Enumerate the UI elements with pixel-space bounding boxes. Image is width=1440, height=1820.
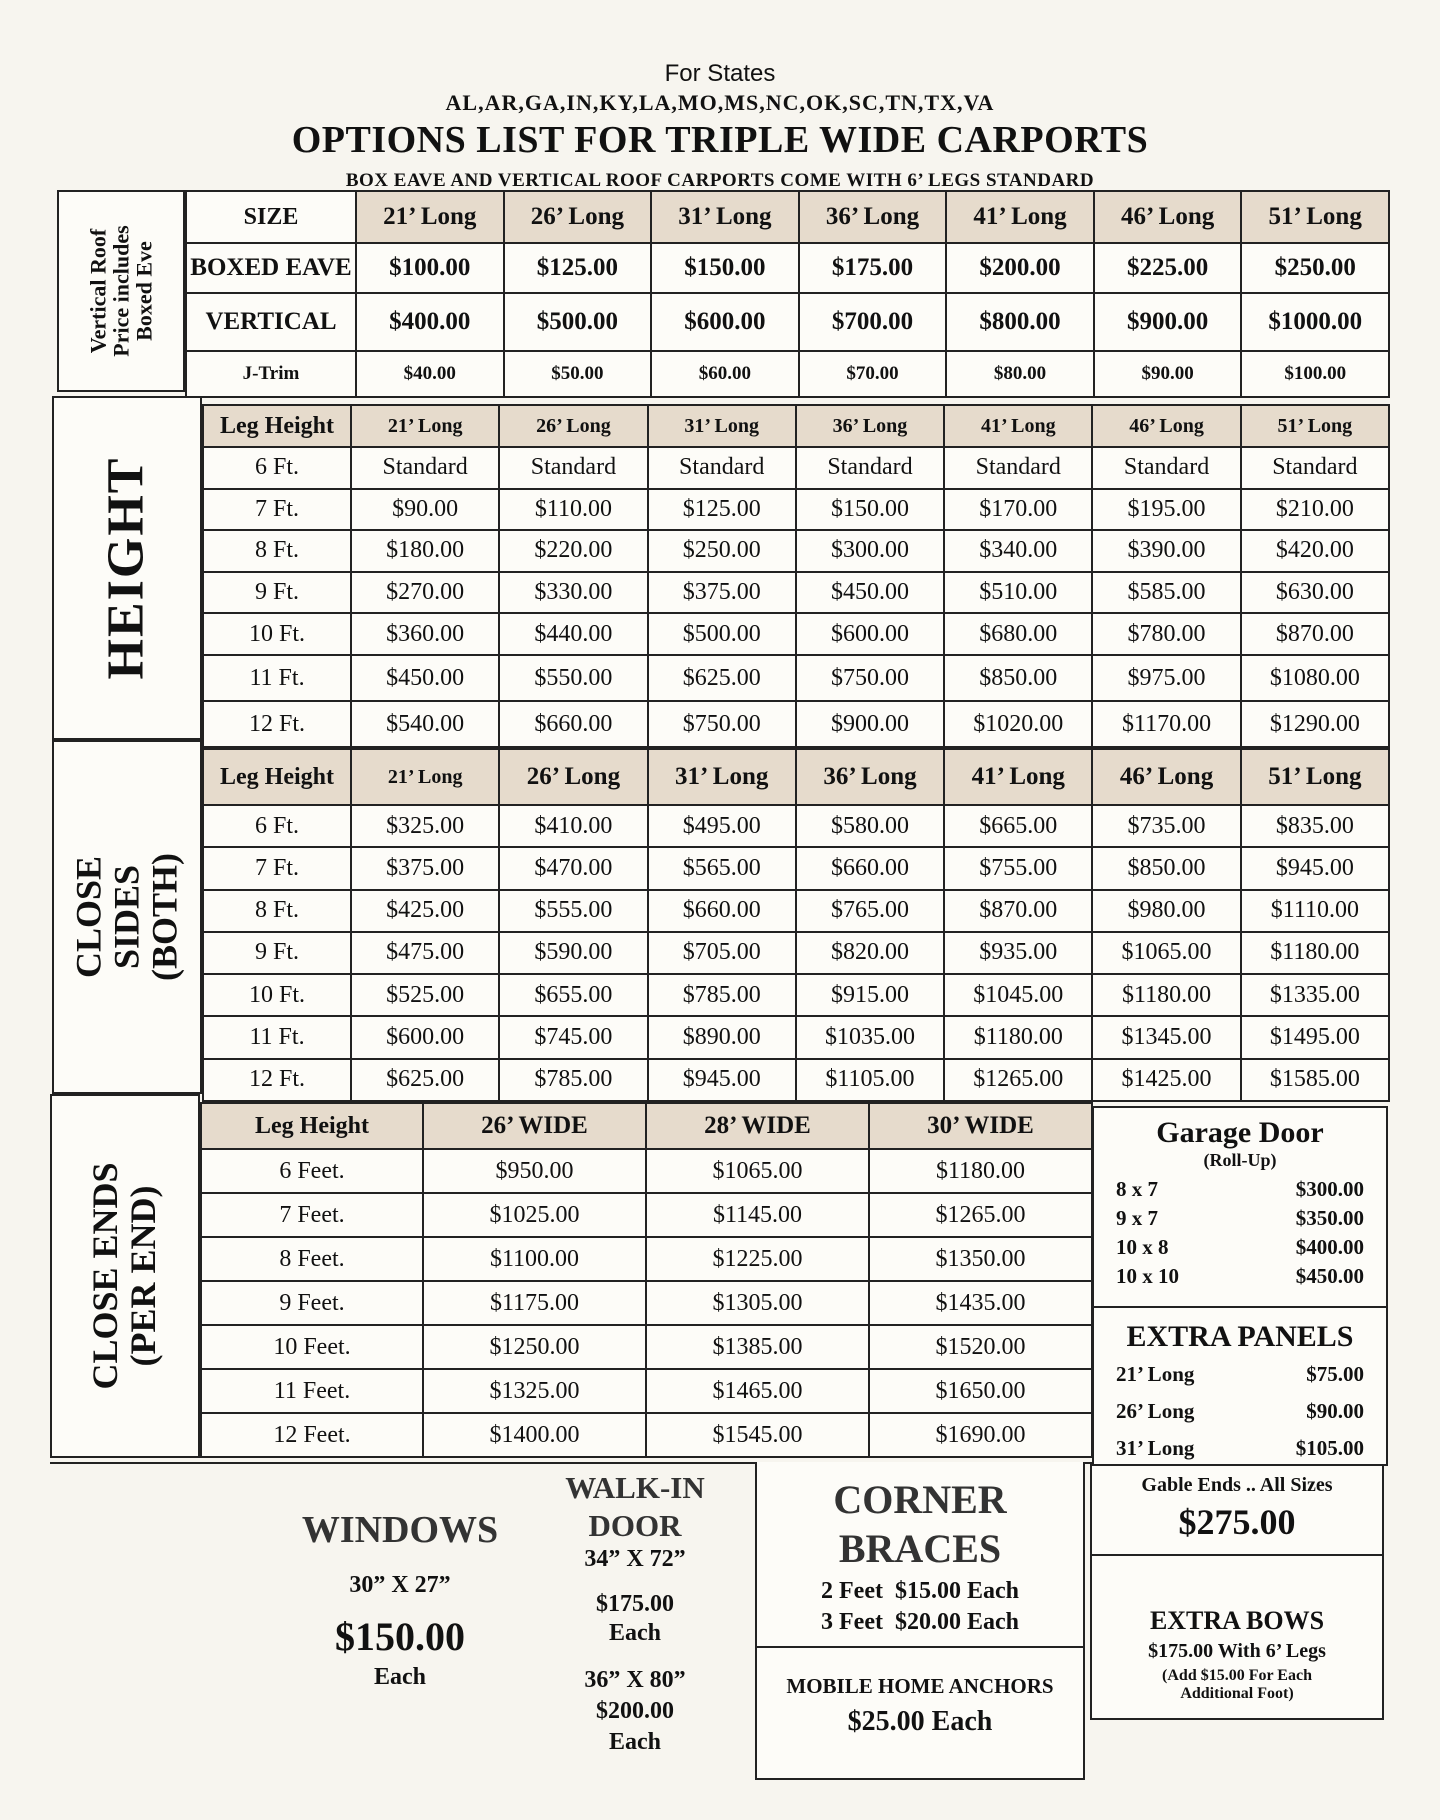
mobile-home-anchors-price: $25.00 Each bbox=[847, 1706, 993, 1737]
windows-title: WINDOWS bbox=[301, 1509, 499, 1551]
walk-in-door-block: WALK-IN DOOR 34” X 72” $175.00 Each 36” X 80” $200.00 Each bbox=[565, 1470, 705, 1755]
garage-door-title: Garage Door bbox=[1156, 1116, 1324, 1149]
garage-door-subtitle: (Roll-Up) bbox=[1203, 1150, 1277, 1170]
mobile-home-anchors-title: MOBILE HOME ANCHORS bbox=[786, 1674, 1054, 1698]
gable-ends-price: $275.00 bbox=[1178, 1502, 1296, 1542]
roof-col-51: 51’ Long bbox=[1241, 191, 1389, 243]
roof-col-46: 46’ Long bbox=[1094, 191, 1242, 243]
page-subtitle: BOX EAVE AND VERTICAL ROOF CARPORTS COME WITH 6’ LEGS STANDARD bbox=[345, 170, 1095, 191]
windows-size: 30” X 27” bbox=[349, 1572, 451, 1598]
list-item: 21’ Long $75.00 bbox=[1116, 1362, 1364, 1386]
table-row: VERTICAL $400.00 $500.00 $600.00 $700.00 $800.00 $900.00 $1000.00 bbox=[186, 293, 1389, 351]
roof-col-31: 31’ Long bbox=[651, 191, 799, 243]
table-row: 12 Feet. $1400.00 $1545.00 $1690.00 bbox=[201, 1413, 1092, 1457]
list-item: 26’ Long $90.00 bbox=[1116, 1399, 1364, 1423]
divider bbox=[757, 1646, 1083, 1648]
extra-panels-box bbox=[1092, 1306, 1388, 1466]
list-item: 9 x 7 $350.00 bbox=[1116, 1206, 1364, 1230]
extra-panels-title: EXTRA PANELS bbox=[1126, 1320, 1354, 1353]
table-row: 11 Ft. $450.00 $550.00 $625.00 $750.00 $850.00 $975.00 $1080.00 bbox=[203, 655, 1389, 701]
table-row: 9 Feet. $1175.00 $1305.00 $1435.00 bbox=[201, 1281, 1092, 1325]
page-title: OPTIONS LIST FOR TRIPLE WIDE CARPORTS bbox=[291, 119, 1149, 161]
list-item: 2 Feet $15.00 Each bbox=[821, 1578, 1019, 1604]
table-row: 7 Ft. $90.00 $110.00 $125.00 $150.00 $170.00 $195.00 $210.00 bbox=[203, 489, 1389, 531]
table-row: 12 Ft. $625.00 $785.00 $945.00 $1105.00 $1265.00 $1425.00 $1585.00 bbox=[203, 1059, 1389, 1101]
roof-side-label: Vertical Roof Price includes Boxed Eve bbox=[85, 225, 157, 357]
states-list: AL,AR,GA,IN,KY,LA,MO,MS,NC,OK,SC,TN,TX,VA bbox=[445, 90, 995, 115]
table-row: 7 Feet. $1025.00 $1145.00 $1265.00 bbox=[201, 1193, 1092, 1237]
table-row: 6 Ft. $325.00 $410.00 $495.00 $580.00 $665.00 $735.00 $835.00 bbox=[203, 805, 1389, 847]
windows-block bbox=[260, 1508, 540, 1691]
extra-bows-note-2: Additional Foot) bbox=[1180, 1685, 1294, 1702]
leg-height-header: Leg Height bbox=[201, 1103, 423, 1149]
roof-col-21: 21’ Long bbox=[356, 191, 504, 243]
leg-height-header: Leg Height bbox=[203, 749, 351, 805]
table-row: 8 Ft. $425.00 $555.00 $660.00 $765.00 $870.00 $980.00 $1110.00 bbox=[203, 890, 1389, 932]
windows-price: $150.00 bbox=[335, 1614, 465, 1659]
extra-bows-note: (Add $15.00 For Each bbox=[1162, 1667, 1312, 1684]
table-row: 10 Ft. $360.00 $440.00 $500.00 $600.00 $680.00 $780.00 $870.00 bbox=[203, 613, 1389, 655]
extra-bows-box bbox=[1090, 1556, 1384, 1720]
roof-col-26: 26’ Long bbox=[504, 191, 652, 243]
table-row: 11 Feet. $1325.00 $1465.00 $1650.00 bbox=[201, 1369, 1092, 1413]
header-prefix: For States bbox=[664, 60, 776, 87]
table-row: J-Trim $40.00 $50.00 $60.00 $70.00 $80.00 $90.00 $100.00 bbox=[186, 351, 1389, 397]
gable-ends-label: Gable Ends .. All Sizes bbox=[1141, 1474, 1333, 1496]
height-side-panel bbox=[52, 396, 202, 740]
extra-bows-price: $175.00 With 6’ Legs bbox=[1148, 1640, 1326, 1662]
height-table: Leg Height 21’ Long 26’ Long 31’ Long 36’ Long 41’ Long 46’ Long 51’ Long 6 Ft. Standard Standard Standard Standard Standard Standard Standard 7 Ft. $90.00 $110.00 $125.00 $150.00 $170.00 $195.00 $210.00 8 Ft. $180.00 $220.00 $250.00 $300.00 $340.00 $390.00 $420.00 9 Ft. $270.00 $330.00 $375.00 $450.00 $510.00 $585.00 $630.00 10 Ft. $360.00 $440.00 $500.00 $600.00 $680.00 $780.00 $870.00 11 Ft. $450.00 $550.00 $625.00 $750.00 $850.00 $975.00 $1080.00 12 Ft. $540.00 $660.00 $750.00 $900.00 $1020.00 $1170.00 $1290.00 bbox=[202, 404, 1390, 748]
table-row: 10 Ft. $525.00 $655.00 $785.00 $915.00 $1045.00 $1180.00 $1335.00 bbox=[203, 974, 1389, 1016]
table-row: 11 Ft. $600.00 $745.00 $890.00 $1035.00 $1180.00 $1345.00 $1495.00 bbox=[203, 1016, 1389, 1058]
table-row: 6 Feet. $950.00 $1065.00 $1180.00 bbox=[201, 1149, 1092, 1193]
roof-table bbox=[185, 190, 1390, 398]
gable-ends-box bbox=[1090, 1464, 1384, 1556]
height-side-label: HEIGHT bbox=[97, 456, 155, 680]
close-sides-side-label: CLOSE SIDES (BOTH) bbox=[68, 852, 184, 982]
table-row: 9 Ft. $270.00 $330.00 $375.00 $450.00 $510.00 $585.00 $630.00 bbox=[203, 572, 1389, 614]
list-item: 31’ Long $105.00 bbox=[1116, 1436, 1364, 1460]
table-row: 8 Feet. $1100.00 $1225.00 $1350.00 bbox=[201, 1237, 1092, 1281]
leg-height-header: Leg Height bbox=[203, 405, 351, 447]
list-item: 8 x 7 $300.00 bbox=[1116, 1177, 1364, 1201]
close-ends-side-label: CLOSE ENDS (PER END) bbox=[85, 1162, 163, 1390]
extra-bows-title: EXTRA BOWS bbox=[1149, 1606, 1325, 1635]
roof-side-panel bbox=[57, 190, 185, 392]
list-item: 10 x 10 $450.00 bbox=[1116, 1264, 1364, 1288]
list-item: 3 Feet $20.00 Each bbox=[821, 1609, 1019, 1635]
close-ends-table: Leg Height 26’ WIDE 28’ WIDE 30’ WIDE 6 Feet. $950.00 $1065.00 $1180.00 7 Feet. $1025.00 $1145.00 $1265.00 8 Feet. $1100.00 $1225.00 $1350.00 9 Feet. $1175.00 $1305.00 $1435.00 10 Feet. $1250.00 $1385.00 $1520.00 11 Feet. $1325.00 $1465.00 $1650.00 12 Feet. $1400.00 $1545.00 $1690.00 bbox=[200, 1102, 1093, 1458]
table-row: 7 Ft. $375.00 $470.00 $565.00 $660.00 $755.00 $850.00 $945.00 bbox=[203, 847, 1389, 889]
close-sides-table: Leg Height 21’ Long 26’ Long 31’ Long 36’ Long 41’ Long 46’ Long 51’ Long 6 Ft. $325.00 $410.00 $495.00 $580.00 $665.00 $735.00 $835.00 7 Ft. $375.00 $470.00 $565.00 $660.00 $755.00 $850.00 $945.00 8 Ft. $425.00 $555.00 $660.00 $765.00 $870.00 $980.00 $1110.00 9 Ft. $475.00 $590.00 $705.00 $820.00 $935.00 $1065.00 $1180.00 10 Ft. $525.00 $655.00 $785.00 $915.00 $1045.00 $1180.00 $1335.00 11 Ft. $600.00 $745.00 $890.00 $1035.00 $1180.00 $1345.00 $1495.00 12 Ft. $625.00 $785.00 $945.00 $1105.00 $1265.00 $1425.00 $1585.00 bbox=[202, 748, 1390, 1102]
roof-col-41: 41’ Long bbox=[946, 191, 1094, 243]
table-row: BOXED EAVE $100.00 $125.00 $150.00 $175.00 $200.00 $225.00 $250.00 bbox=[186, 243, 1389, 293]
table-row: 8 Ft. $180.00 $220.00 $250.00 $300.00 $340.00 $390.00 $420.00 bbox=[203, 530, 1389, 572]
corner-braces-box: CORNER BRACES 2 Feet $15.00 Each 3 Feet $20.00 Each MOBILE HOME ANCHORS $25.00 Each bbox=[755, 1462, 1085, 1780]
close-sides-side-panel bbox=[52, 740, 202, 1094]
list-item: 10 x 8 $400.00 bbox=[1116, 1235, 1364, 1259]
close-ends-side-panel bbox=[50, 1094, 200, 1458]
garage-door-box bbox=[1092, 1106, 1388, 1308]
table-row: 12 Ft. $540.00 $660.00 $750.00 $900.00 $1020.00 $1170.00 $1290.00 bbox=[203, 701, 1389, 747]
table-row: 10 Feet. $1250.00 $1385.00 $1520.00 bbox=[201, 1325, 1092, 1369]
table-row: 9 Ft. $475.00 $590.00 $705.00 $820.00 $935.00 $1065.00 $1180.00 bbox=[203, 932, 1389, 974]
roof-col-36: 36’ Long bbox=[799, 191, 947, 243]
size-header: SIZE bbox=[186, 191, 356, 243]
table-row: 6 Ft. Standard Standard Standard Standard Standard Standard Standard bbox=[203, 447, 1389, 489]
windows-unit: Each bbox=[373, 1664, 426, 1690]
